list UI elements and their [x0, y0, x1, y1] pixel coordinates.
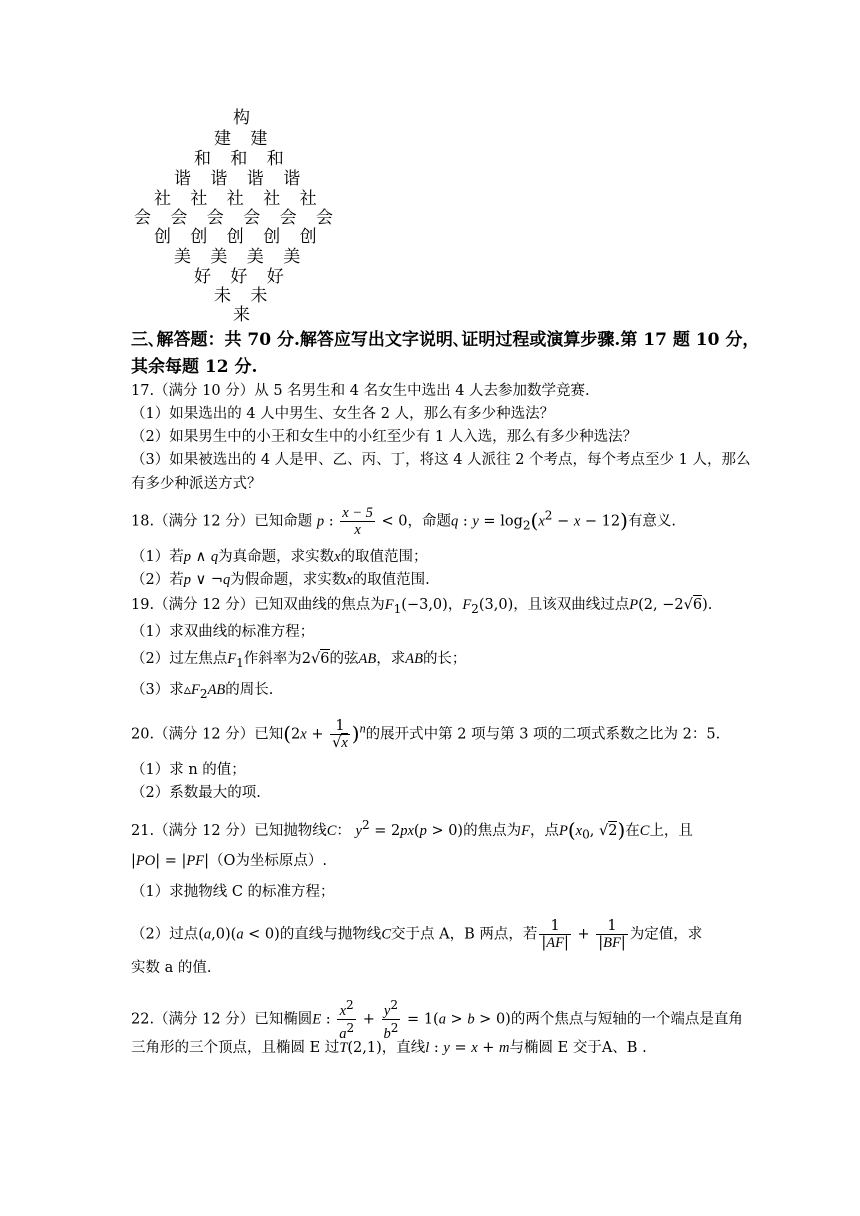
q19-stem: 19.（满分 12 分）已知双曲线的焦点为$F_1(-3,0)$，$F_2(3,0)$，且该双曲线过点P(2, −2√6).	[131, 597, 713, 616]
q19-part-3: （3）求$▵F_2AB$的周长.	[131, 682, 274, 701]
q19-part-1: （1）求双曲线的标准方程；	[131, 624, 315, 640]
q17-part-3a: （3）如果被选出的 4 人是甲、乙、丙、丁，将这 4 人派往 2 个考点，每个考点至少 1 人，那么	[131, 452, 751, 468]
diamond-row-5: 社 社 社 社 社	[154, 189, 317, 209]
fraction: $\frac{x^2}{a^2}$	[339, 998, 355, 1042]
formula-p: p	[316, 513, 325, 530]
diamond-row-11: 来	[233, 305, 250, 325]
q22-stem: 22.（满分 12 分）已知椭圆E : $\frac{x^2}{a^2}$ + $\frac{y^2}{b^2}$ = 1(a > b > 0)的两个焦点与短轴的一个端点是直角	[131, 998, 743, 1042]
diamond-row-10: 未 未	[214, 286, 268, 306]
q20-stem: 20.（满分 12 分）已知(2x + $\frac{1}{√x}$ )$^n$的展开式中第 2 项与第 3 项的二项式系数之比为 2：5.	[131, 718, 721, 751]
diamond-row-6: 会 会 会 会 会 会	[134, 208, 334, 228]
fraction: $\frac{x - 5}{x}$	[342, 505, 373, 538]
q21-stem: 21.（满分 12 分）已知抛物线C： $y^2 = 2px(p > 0)$的焦点为F，点$P(x_0$, √2)在C上，且	[131, 817, 693, 842]
q21-part-2: （2）过点(a,0)(a < 0)的直线与抛物线C交于点 A，B 两点，若 $\frac{1}{|AF|}$ + $\frac{1}{|BF|}$ 为定值，求	[131, 918, 703, 951]
fraction: $\frac{1}{|AF|}$	[541, 918, 569, 951]
q21-line-2: |PO| = |PF|（O为坐标原点）.	[131, 853, 327, 869]
q18-stem: 18.（满分 12 分）已知命题 p : $\frac{x - 5}{x}$ < 0，命题q : $y = \log_2(x^2 - x - 12)$有意义.	[131, 505, 677, 538]
q17-part-2: （2）如果男生中的小王和女生中的小红至少有 1 人入选，那么有多少种选法？	[131, 429, 638, 445]
diamond-row-9: 好 好 好	[194, 267, 284, 287]
q20-part-2: （2）系数最大的项.	[131, 785, 261, 801]
section-header-line-1: 三､解答题：共 70 分.解答应写出文字说明､证明过程或演算步骤.第 17 题 10 分，	[131, 330, 760, 350]
q22-line-2: 三角形的三个顶点，且椭圆 E 过T(2,1)，直线l : y = x + m与椭圆 E 交于A、B .	[131, 1040, 647, 1056]
fraction: $\frac{1}{|BF|}$	[598, 918, 626, 951]
diamond-row-1: 构	[233, 108, 250, 128]
q21-part-2-cont: 实数 a 的值.	[131, 960, 212, 976]
q18-part-1: （1）若p ∧ q为真命题，求实数x的取值范围；	[131, 549, 428, 565]
q17-stem: 17.（满分 10 分）从 5 名男生和 4 名女生中选出 4 人去参加数学竞赛.	[131, 383, 590, 399]
fraction: $\frac{y^2}{b^2}$	[383, 998, 399, 1042]
diamond-row-7: 创 创 创 创 创	[154, 227, 317, 247]
q17-part-1: （1）如果选出的 4 人中男生、女生各 2 人，那么有多少种选法？	[131, 406, 555, 422]
diamond-row-8: 美 美 美 美	[174, 247, 301, 267]
q20-part-1: （1）求 n 的值；	[131, 762, 246, 778]
q18-part-2: （2）若p ∨ ¬q为假命题，求实数x的取值范围.	[131, 572, 430, 588]
diamond-row-2: 建 建	[214, 129, 268, 149]
section-header-line-2: 其余每题 12 分.	[131, 357, 258, 377]
diamond-row-3: 和 和 和	[194, 149, 284, 169]
q21-part-1: （1）求抛物线 C 的标准方程；	[131, 884, 335, 900]
fraction: $\frac{1}{√x}$	[332, 718, 348, 751]
diamond-row-4: 谐 谐 谐 谐	[174, 169, 301, 189]
q17-part-3b: 有多少种派送方式？	[131, 476, 262, 492]
q19-part-2: （2）过左焦点$F_1$作斜率为2√6的弦AB，求AB的长；	[131, 651, 467, 670]
